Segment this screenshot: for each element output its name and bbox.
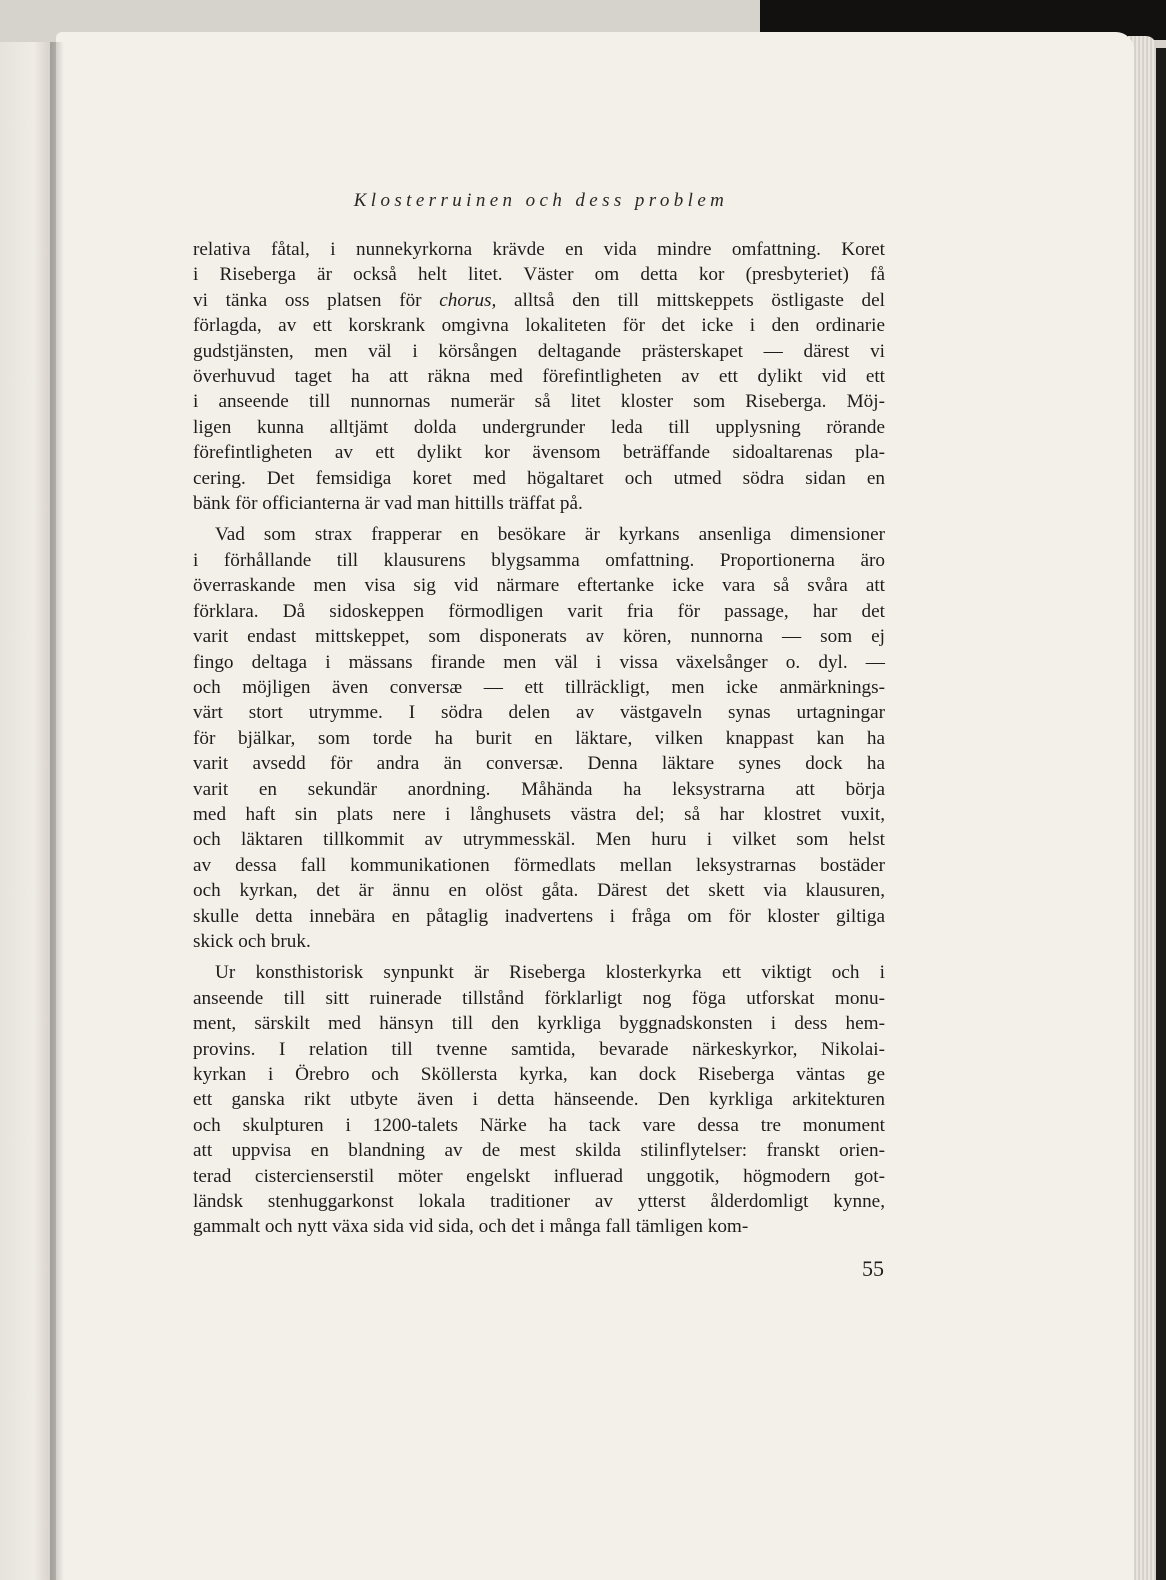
text-line: skick och bruk. — [193, 930, 311, 952]
paragraph — [193, 960, 885, 1239]
text-line: ment, särskilt med hänsyn till den kyrkliga byggnadskonsten i dess hem- — [193, 1013, 885, 1035]
text-line: värt stort utrymme. I södra delen av västgaveln synas urtagningar — [193, 702, 885, 724]
text-line: överraskande men visa sig vid närmare eftertanke icke vara så svåra att — [193, 575, 885, 597]
text-line: ligen kunna alltjämt dolda undergrunder leda till upplysning rörande — [193, 416, 885, 438]
text-line: i Riseberga är också helt litet. Väster om detta kor (presbyteriet) få — [193, 264, 885, 286]
text-line: skulle detta innebära en påtaglig inadvertens i fråga om för kloster giltiga — [193, 905, 885, 927]
text-line: vi tänka oss platsen för chorus, alltså den till mittskeppets östligaste del — [193, 289, 886, 311]
text-line: fingo deltaga i mässans firande men väl i vissa växelsånger o. dyl. — — [193, 651, 885, 673]
text-line: Vad som strax frapperar en besökare är kyrkans ansenliga dimensioner — [215, 524, 885, 546]
text-line: anseende till sitt ruinerade tillstånd förklarligt nog föga utforskat monu- — [193, 987, 885, 1009]
running-head: Klosterruinen och dess problem — [353, 190, 729, 211]
text-line: förefintligheten av ett dylikt kor ävensom beträffande sidoaltarenas pla- — [193, 442, 885, 464]
text-line: och läktaren tillkommit av utrymmesskäl. Men huru i vilket som helst — [193, 829, 885, 851]
text-line: gammalt och nytt växa sida vid sida, och det i många fall tämligen kom- — [193, 1216, 749, 1238]
text-line: ett ganska rikt utbyte även i detta hänseende. Den kyrkliga arkitekturen — [193, 1089, 885, 1111]
text-line: i anseende till nunnornas numerär så litet kloster som Riseberga. Möj- — [193, 391, 885, 413]
text-line: varit endast mittskeppet, som disponerats av kören, nunnorna — som ej — [193, 626, 885, 648]
text-line: att uppvisa en blandning av de mest skilda stilinflytelser: franskt orien- — [193, 1140, 885, 1162]
text-line: varit avsedd för andra än conversæ. Denna läktare synes dock ha — [193, 753, 885, 775]
body-text — [193, 237, 885, 1246]
text-line: provins. I relation till tvenne samtida, bevarade närkeskyrkor, Nikolai- — [193, 1038, 885, 1060]
text-line: kyrkan i Örebro och Sköllersta kyrka, kan dock Riseberga väntas ge — [193, 1064, 885, 1085]
text-line: med haft sin plats nere i långhusets västra del; så har klostret vuxit, — [193, 803, 885, 825]
text-line: av dessa fall kommunikationen förmedlats mellan leksystrarnas bostäder — [193, 854, 885, 876]
text-line: bänk för officianterna är vad man hittills träffat på. — [193, 493, 583, 515]
text-line: och kyrkan, det är ännu en olöst gåta. Därest det skett via klausuren, — [193, 880, 885, 902]
text-line: i förhållande till klausurens blygsamma omfattning. Proportionerna äro — [193, 549, 885, 571]
text-line: förlagda, av ett korskrank omgivna lokaliteten för det icke i den ordinarie — [193, 315, 885, 337]
text-line: överhuvud taget ha att räkna med förefintligheten av ett dylikt vid ett — [193, 366, 885, 388]
text-line: gudstjänsten, men väl i körsången deltagande prästerskapet — därest vi — [193, 340, 885, 362]
text-line: Ur konsthistorisk synpunkt är Riseberga klosterkyrka ett viktigt och i — [215, 962, 885, 984]
text-line: förklara. Då sidoskeppen förmodligen varit fria för passage, har det — [193, 600, 885, 622]
paragraph — [193, 237, 885, 516]
left-page-edge — [0, 42, 57, 1580]
text-line: relativa fåtal, i nunnekyrkorna krävde en vida mindre omfattning. Koret — [193, 239, 885, 260]
text-line: ländsk stenhuggarkonst lokala traditioner av ytterst ålderdomligt kynne, — [193, 1191, 885, 1213]
page-number: 55 — [862, 1256, 884, 1281]
text-line: och möjligen även conversæ — ett tillräckligt, men icke anmärknings- — [193, 676, 885, 698]
text-line: cering. Det femsidiga koret med högaltaret och utmed södra sidan en — [193, 467, 885, 489]
text-line: för bjälkar, som torde ha burit en läktare, vilken knappast kan ha — [193, 727, 885, 749]
text-line: terad cistercienserstil möter engelskt influerad unggotik, högmodern got- — [193, 1165, 885, 1187]
paragraph — [193, 522, 885, 954]
text-line: och skulpturen i 1200-talets Närke ha tack vare dessa tre monument — [193, 1114, 885, 1136]
spine-shadow — [50, 42, 64, 1580]
text-line: varit en sekundär anordning. Måhända ha leksystrarna att börja — [193, 778, 885, 800]
